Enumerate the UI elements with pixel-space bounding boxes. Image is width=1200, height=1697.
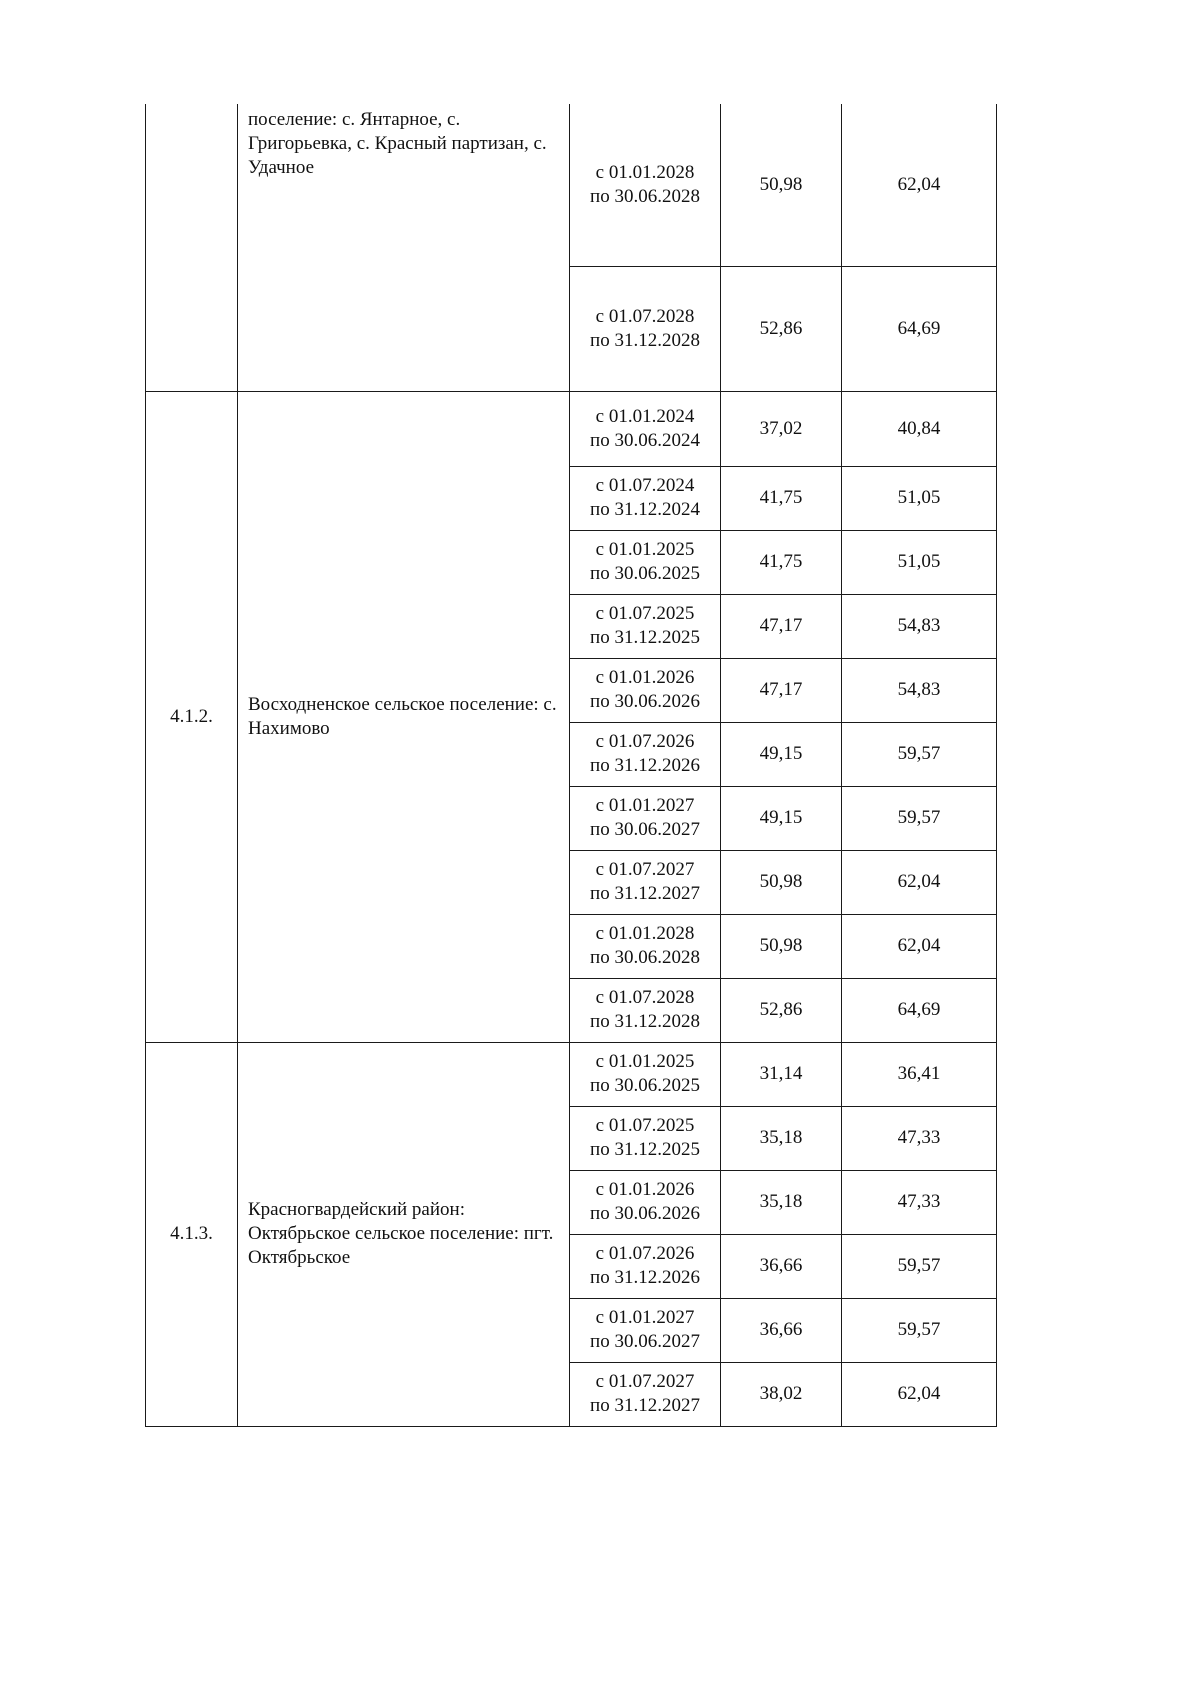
- tariff-value-2: 62,04: [842, 850, 997, 914]
- period-cell: [570, 658, 721, 722]
- period-start: с 01.07.2025: [595, 1115, 695, 1136]
- tariff-value-1: 35,18: [721, 1170, 842, 1234]
- period-cell: [570, 391, 721, 466]
- tariff-table: [145, 104, 997, 1427]
- tariff-value-1: 41,75: [721, 466, 842, 530]
- period-cell: [570, 978, 721, 1042]
- period-cell: [570, 266, 721, 391]
- tariff-value-2: 54,83: [842, 594, 997, 658]
- tariff-value-1: 41,75: [721, 530, 842, 594]
- period-start: с 01.07.2026: [595, 1243, 695, 1264]
- period-cell: [570, 914, 721, 978]
- period-start: с 01.07.2027: [595, 1371, 695, 1392]
- table-row: [146, 104, 997, 266]
- period-cell: [570, 722, 721, 786]
- period-cell: [570, 1042, 721, 1106]
- tariff-value-1: 47,17: [721, 658, 842, 722]
- table-row: [146, 391, 997, 466]
- tariff-value-2: 47,33: [842, 1170, 997, 1234]
- period-start: с 01.07.2028: [595, 987, 695, 1008]
- tariff-value-2: 40,84: [842, 391, 997, 466]
- settlement-name: поселение: с. Янтарное, с. Григорьевка, с. Красный партизан, с. Удачное: [248, 109, 547, 178]
- period-cell: [570, 466, 721, 530]
- tariff-value-1: 37,02: [721, 391, 842, 466]
- period-start: с 01.01.2027: [595, 795, 695, 816]
- tariff-value-2: 59,57: [842, 1234, 997, 1298]
- period-end: по 31.12.2028: [590, 329, 700, 351]
- period-start: с 01.07.2027: [595, 859, 695, 880]
- period-end: по 31.12.2028: [590, 1011, 700, 1032]
- tariff-value-1: 52,86: [721, 978, 842, 1042]
- tariff-value-1: 52,86: [721, 266, 842, 391]
- period-start: с 01.01.2026: [595, 667, 695, 688]
- period-end: по 31.12.2027: [590, 883, 700, 904]
- period-start: с 01.01.2025: [595, 1051, 695, 1072]
- tariff-value-2: 47,33: [842, 1106, 997, 1170]
- tariff-value-2: 64,69: [842, 266, 997, 391]
- tariff-value-2: 51,05: [842, 466, 997, 530]
- period-cell: [570, 786, 721, 850]
- settlement-name-cell: [238, 104, 570, 391]
- period-start: с 01.01.2027: [595, 1307, 695, 1328]
- tariff-value-1: 35,18: [721, 1106, 842, 1170]
- tariff-value-2: 62,04: [842, 914, 997, 978]
- period-end: по 30.06.2025: [590, 1075, 700, 1096]
- period-end: по 30.06.2028: [590, 185, 700, 207]
- period-start: с 01.07.2024: [595, 475, 695, 496]
- period-end: по 31.12.2025: [590, 1139, 700, 1160]
- tariff-value-1: 50,98: [721, 914, 842, 978]
- tariff-value-2: 64,69: [842, 978, 997, 1042]
- tariff-value-1: 47,17: [721, 594, 842, 658]
- settlement-name-cell: [238, 1042, 570, 1426]
- period-cell: [570, 1234, 721, 1298]
- tariff-value-2: 51,05: [842, 530, 997, 594]
- period-cell: [570, 850, 721, 914]
- period-end: по 30.06.2026: [590, 691, 700, 712]
- tariff-value-2: 59,57: [842, 722, 997, 786]
- tariff-value-1: 36,66: [721, 1234, 842, 1298]
- period-end: по 30.06.2024: [590, 429, 700, 451]
- period-cell: [570, 1106, 721, 1170]
- period-end: по 30.06.2027: [590, 1331, 700, 1352]
- period-start: с 01.01.2025: [595, 539, 695, 560]
- period-cell: [570, 104, 721, 266]
- period-cell: [570, 1362, 721, 1426]
- tariff-value-2: 59,57: [842, 1298, 997, 1362]
- period-cell: [570, 1170, 721, 1234]
- table-row: [146, 1042, 997, 1106]
- period-end: по 30.06.2025: [590, 563, 700, 584]
- item-number: 4.1.2.: [146, 391, 238, 1042]
- settlement-name: Красногвардейский район: Октябрьское сельское поселение: пгт. Октябрьское: [248, 1199, 554, 1268]
- tariff-value-1: 49,15: [721, 786, 842, 850]
- period-end: по 31.12.2026: [590, 755, 700, 776]
- tariff-value-1: 49,15: [721, 722, 842, 786]
- tariff-value-1: 50,98: [721, 104, 842, 266]
- tariff-value-1: 36,66: [721, 1298, 842, 1362]
- item-number: 4.1.3.: [146, 1042, 238, 1426]
- tariff-value-2: 62,04: [842, 1362, 997, 1426]
- period-end: по 31.12.2024: [590, 499, 700, 520]
- period-end: по 30.06.2028: [590, 947, 700, 968]
- tariff-value-1: 38,02: [721, 1362, 842, 1426]
- tariff-value-2: 54,83: [842, 658, 997, 722]
- period-cell: [570, 594, 721, 658]
- period-end: по 31.12.2026: [590, 1267, 700, 1288]
- period-cell: [570, 1298, 721, 1362]
- period-cell: [570, 530, 721, 594]
- period-start: с 01.01.2024: [595, 405, 695, 427]
- period-start: с 01.01.2026: [595, 1179, 695, 1200]
- tariff-value-1: 50,98: [721, 850, 842, 914]
- item-number: [146, 104, 238, 391]
- settlement-name-cell: [238, 391, 570, 1042]
- settlement-name: Восходненское сельское поселение: с. Нахимово: [248, 693, 557, 739]
- tariff-value-2: 36,41: [842, 1042, 997, 1106]
- period-start: с 01.01.2028: [595, 923, 695, 944]
- period-start: с 01.07.2028: [595, 305, 695, 327]
- period-start: с 01.07.2026: [595, 731, 695, 752]
- period-end: по 30.06.2027: [590, 819, 700, 840]
- tariff-value-1: 31,14: [721, 1042, 842, 1106]
- period-start: с 01.07.2025: [595, 603, 695, 624]
- period-end: по 31.12.2025: [590, 627, 700, 648]
- tariff-value-2: 59,57: [842, 786, 997, 850]
- tariff-value-2: 62,04: [842, 104, 997, 266]
- period-end: по 31.12.2027: [590, 1395, 700, 1416]
- period-start: с 01.01.2028: [595, 161, 695, 183]
- period-end: по 30.06.2026: [590, 1203, 700, 1224]
